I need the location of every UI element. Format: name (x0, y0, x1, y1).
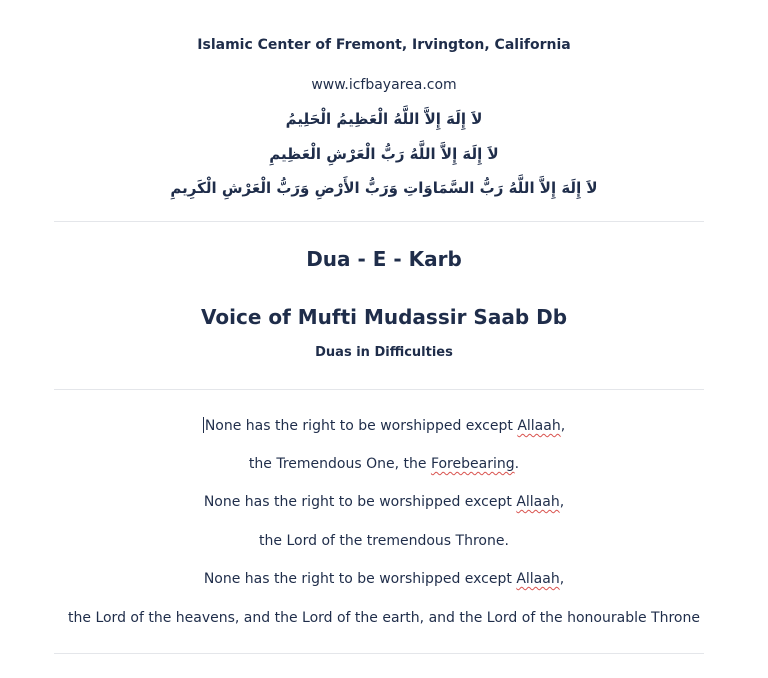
translation-text: None has the right to be worshipped except (203, 571, 517, 587)
translation-line-3[interactable] (0, 494, 768, 510)
horizontal-divider (54, 221, 704, 222)
horizontal-divider (54, 653, 704, 654)
translation-text: , (560, 418, 566, 434)
translation-text: the Tremendous One, the (248, 456, 431, 472)
translation-line-5[interactable] (0, 571, 768, 587)
organization-name: Islamic Center of Fremont, Irvington, California (197, 37, 571, 53)
translation-line-1[interactable] (0, 417, 768, 434)
voice-subtitle: Voice of Mufti Mudassir Saab Db (200, 305, 568, 329)
arabic-line-2: لاَ إِلَهَ إِلاَّ اللَّهُ رَبُّ الْعَرْشِ الْعَظِيمِ (269, 145, 499, 163)
section-label: Duas in Difficulties (315, 345, 453, 360)
horizontal-divider (54, 389, 704, 390)
arabic-line-3: لاَ إِلَهَ إِلاَّ اللَّهُ رَبُّ السَّمَاوَاتِ وَرَبُّ الأَرْضِ وَرَبُّ الْعَرْشِ الْكَرِيمِ (170, 179, 598, 197)
translation-line-6[interactable]: the Lord of the heavens, and the Lord of the earth, and the Lord of the honourable Throne (68, 610, 700, 626)
arabic-line-1: لاَ إِلَهَ إِلاَّ اللَّهُ الْعَظِيمُ الْحَلِيمُ (285, 110, 483, 128)
misspelled-word[interactable]: Allaah (517, 418, 561, 434)
translation-text: , (559, 494, 565, 510)
dua-title: Dua - E - Karb (306, 247, 462, 271)
misspelled-word[interactable]: Allaah (516, 494, 560, 510)
translation-line-4[interactable]: the Lord of the tremendous Throne. (259, 533, 509, 549)
translation-text: . (514, 456, 520, 472)
translation-text: , (559, 571, 565, 587)
website-link[interactable]: www.icfbayarea.com (311, 77, 457, 93)
translation-text: None has the right to be worshipped except (204, 418, 518, 434)
translation-text: None has the right to be worshipped except (203, 494, 517, 510)
translation-line-2[interactable] (0, 456, 768, 472)
text-cursor (203, 417, 204, 433)
misspelled-word[interactable]: Forebearing (430, 456, 515, 472)
misspelled-word[interactable]: Allaah (516, 571, 560, 587)
